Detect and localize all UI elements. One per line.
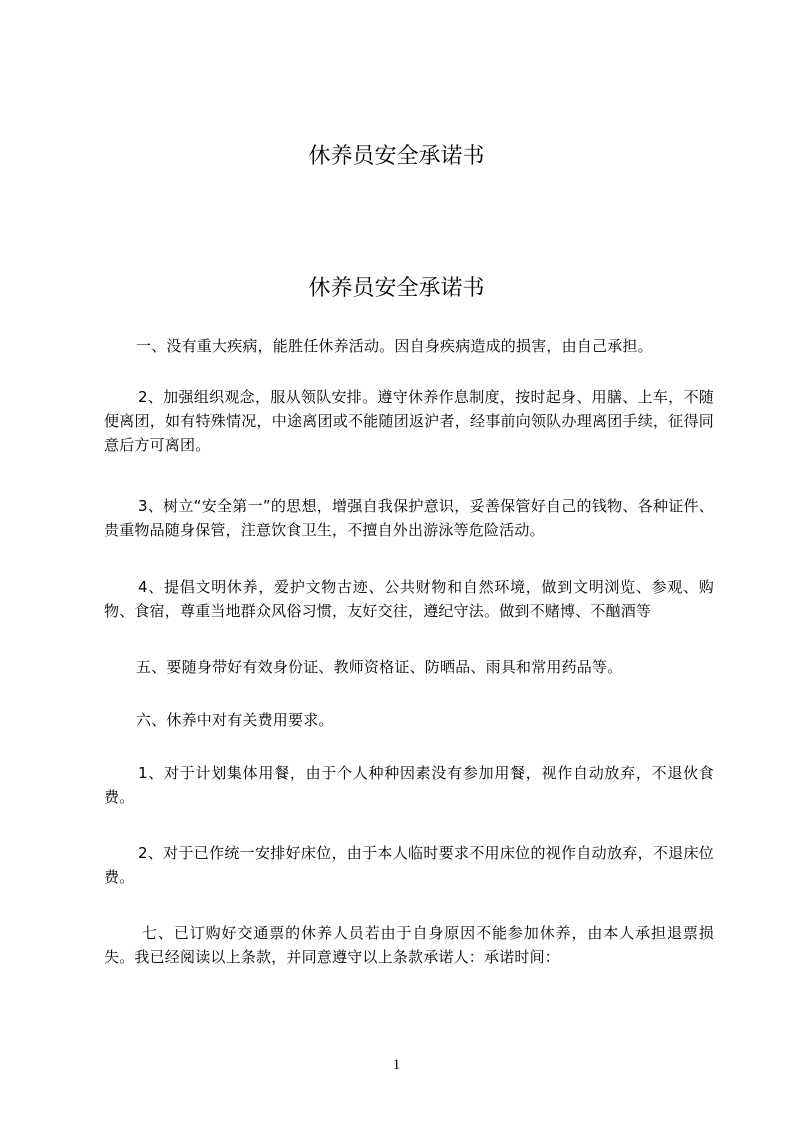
paragraph-9: 七、已订购好交通票的休养人员若由于自身原因不能参加休养，由本人承担退票损失。我已经阅读以上条款，并同意遵守以上条款承诺人：承诺时间： [104,924,714,966]
paragraph-2: 2、加强组织观念，服从领队安排。遵守休养作息制度，按时起身、用膳、上车，不随便离团，如有特殊情况，中途离团或不能随团返沪者，经事前向领队办理离团手续，征得同意后方可离团。 [104,388,714,454]
paragraph-5: 五、要随身带好有效身份证、教师资格证、防晒品、雨具和常用药品等。 [136,658,623,676]
paragraph-8: 2、对于已作统一安排好床位，由于本人临时要求不用床位的视作自动放弃，不退床位费。 [104,844,714,886]
cover-title: 休养员安全承诺书 [308,144,485,169]
document-title: 休养员安全承诺书 [308,276,485,301]
paragraph-1: 一、没有重大疾病，能胜任休养活动。因自身疾病造成的损害，由自己承担。 [136,337,653,355]
paragraph-7: 1、对于计划集体用餐，由于个人种种因素没有参加用餐，视作自动放弃，不退伙食费。 [104,764,714,806]
paragraph-4: 4、提倡文明休养，爱护文物古迹、公共财物和自然环境，做到文明浏览、参观、购物、食宿，尊重当地群众风俗习惯，友好交往，遵纪守法。做到不赌博、不酗酒等 [104,578,714,620]
page-number: 1 [392,1057,401,1073]
paragraph-3: 3、树立“安全第一”的思想，增强自我保护意识，妥善保管好自己的钱物、各种证件、贵重物品随身保管，注意饮食卫生，不擅自外出游泳等危险活动。 [104,497,714,539]
paragraph-6: 六、休养中对有关费用要求。 [136,711,334,729]
